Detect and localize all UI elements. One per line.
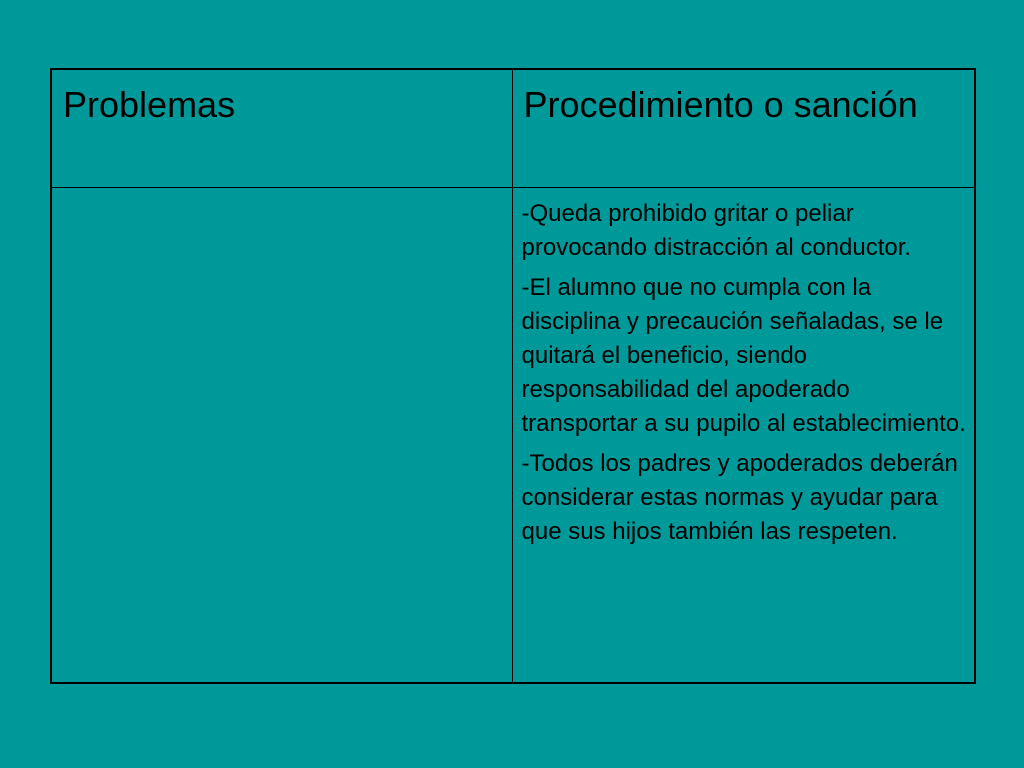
rule-item-1: -Queda prohibido gritar o peliar provocando distracción al conductor. <box>521 199 912 261</box>
header-procedure-label: Procedimiento o sanción <box>523 84 918 125</box>
rules-table <box>50 68 976 684</box>
procedure-cell <box>512 187 975 683</box>
header-problems-label: Problemas <box>63 84 236 125</box>
table-row <box>51 187 975 683</box>
header-cell-procedure <box>512 69 975 187</box>
header-cell-problems <box>51 69 512 187</box>
rule-item-2: -El alumno que no cumpla con la disciplina y precaución señaladas, se le quitará el beneficio, siendo responsabilidad del apoderado transportar a su pupilo al establecimiento. <box>521 273 966 437</box>
rule-item-3: -Todos los padres y apoderados deberán considerar estas normas y ayudar para que sus hijos también las respeten. <box>521 449 958 545</box>
problems-cell <box>51 187 512 683</box>
table-header-row <box>51 69 975 187</box>
